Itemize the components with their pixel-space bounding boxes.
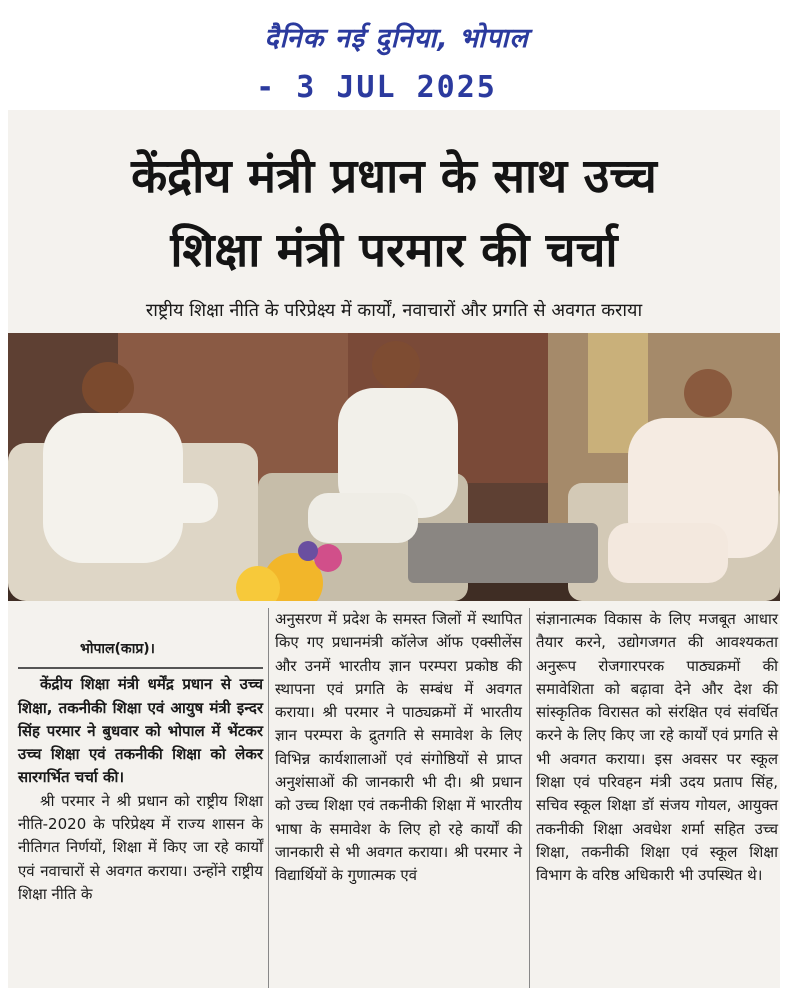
body-paragraph: श्री परमार ने श्री प्रधान को राष्ट्रीय शिक्षा नीति-2020 के परिप्रेक्ष्य में राज्य शासन के नीतिगत निर्णयों, शिक्षा में किए जा रहे कार्यों एवं नवाचारों से अवगत कराया। उन्होंने राष्ट्रीय शिक्षा नीति के [18,791,263,903]
article-column-2 [275,608,522,888]
column-divider [529,608,530,988]
date-stamp: - 3 JUL 2025 [256,70,497,105]
subheadline: राष्ट्रीय शिक्षा नीति के परिप्रेक्ष्य में कार्यों, नवाचारों और प्रगति से अवगत कराया [145,300,643,321]
meeting-photo [8,333,780,601]
newspaper-clipping [8,110,780,988]
headline-line-2: शिक्षा मंत्री परमार की चर्चा [170,223,618,278]
headline-line-1: केंद्रीय मंत्री प्रधान के साथ उच्च [131,149,657,204]
article-column-3 [536,608,778,888]
lead-paragraph: केंद्रीय शिक्षा मंत्री धर्मेंद्र प्रधान से उच्च शिक्षा, तकनीकी शिक्षा एवं आयुष मंत्री इन्दर सिंह परमार ने बुधवार को भोपाल में भेंटकर उच्च शिक्षा एवं तकनीकी शिक्षा को लेकर सारगर्भित चर्चा की। [18,667,263,789]
body-paragraph: अनुसरण में प्रदेश के समस्त जिलों में स्थापित किए गए प्रधानमंत्री कॉलेज ऑफ एक्सीलेंस और उनमें भारतीय ज्ञान परम्परा प्रकोष्ठ की स्थापना एवं प्रगति के सम्बंध में अवगत कराया। श्री परमार ने पाठ्यक्रमों में भारतीय ज्ञान परम्परा के द्रुतगति से समावेश के लिए विभिन्न कार्यशालाओं एवं संगोष्ठियों से प्राप्त अनुशंसाओं की जानकारी भी दी। श्री प्रधान को उच्च शिक्षा एवं तकनीकी शिक्षा में भारतीय भाषा के समावेश के लिए हो रहे कार्यों की जानकारी से भी अवगत कराया। श्री परमार ने विद्यार्थियों के गुणात्मक एवं [275,610,522,885]
publication-stamp: दैनिक नई दुनिया, भोपाल [264,23,529,54]
column-divider [268,608,269,988]
meeting-photo-illustration [8,333,780,601]
article-column-1 [18,608,263,906]
dateline: भोपाल(काप्र)। [80,641,155,657]
body-paragraph: संज्ञानात्मक विकास के लिए मजबूत आधार तैयार करने, उद्योगजगत की आवश्यकता अनुरूप रोजगारपरक पाठ्यक्रमों की समावेशिता को बढ़ावा देने और देश की सांस्कृतिक विरासत को संरक्षित एवं संवर्धित करने के लिए किए जा रहे कार्यों एवं प्रगति से भी अवगत कराया। इस अवसर पर स्कूल शिक्षा एवं परिवहन मंत्री उदय प्रताप सिंह, सचिव स्कूल शिक्षा डॉ संजय गोयल, आयुक्त तकनीकी शिक्षा अवधेश शर्मा सहित उच्च शिक्षा, तकनीकी शिक्षा एवं स्कूल शिक्षा विभाग के वरिष्ठ अधिकारी भी उपस्थित थे। [536,610,778,885]
